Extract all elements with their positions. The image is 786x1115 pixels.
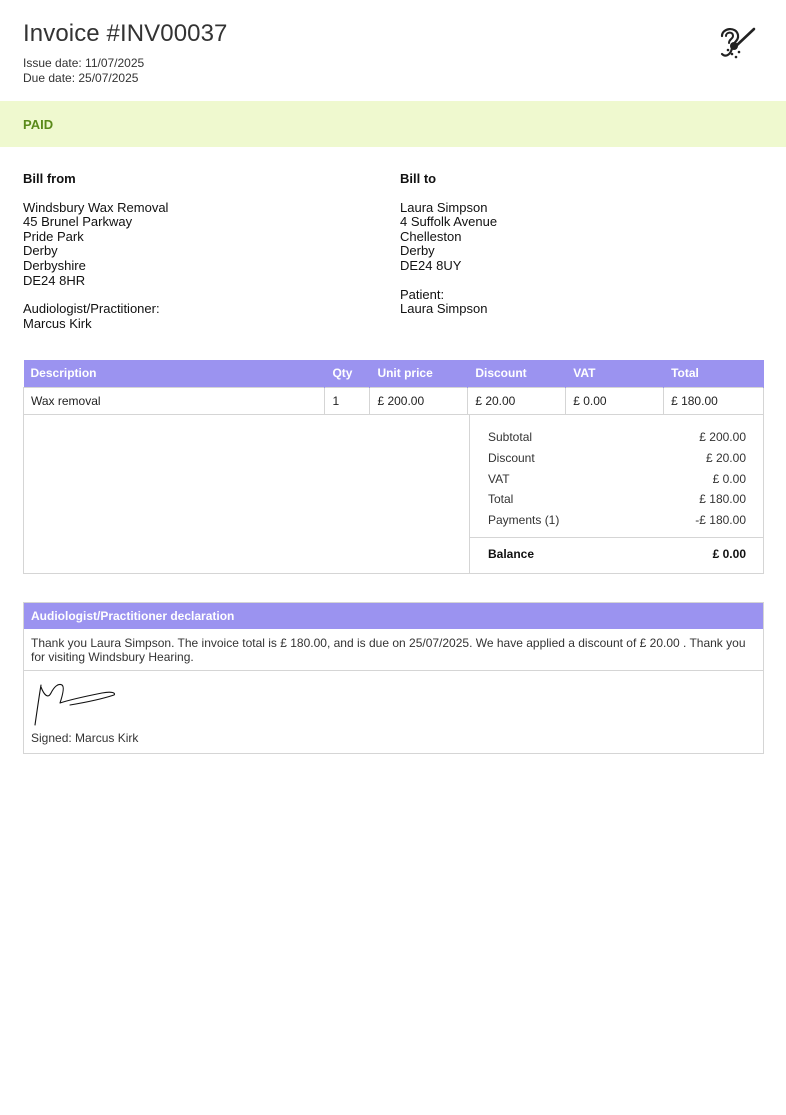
- summary-label: Discount: [488, 450, 535, 465]
- bill-from-line: 45 Brunel Parkway: [23, 214, 133, 230]
- bill-to-heading: Bill to: [400, 171, 437, 186]
- table-row: [24, 387, 764, 414]
- signed-by: Signed: Marcus Kirk: [31, 731, 139, 745]
- patient-name: Laura Simpson: [400, 301, 488, 317]
- bill-to-line: Derby: [400, 243, 435, 259]
- item-qty: 1: [325, 387, 370, 414]
- summary-row-payments: [488, 513, 746, 534]
- totals-panel: [469, 414, 764, 573]
- summary-row-subtotal: [488, 430, 746, 451]
- summary-divider: [470, 537, 764, 538]
- column-header-total: Total: [664, 360, 764, 387]
- practitioner-label: Audiologist/Practitioner:: [23, 301, 160, 317]
- table-header-row: [24, 360, 764, 387]
- column-header-discount: Discount: [468, 360, 566, 387]
- column-header-vat: VAT: [566, 360, 664, 387]
- totals-section: [23, 414, 764, 574]
- column-header-unit-price: Unit price: [370, 360, 468, 387]
- bill-from-section: [23, 172, 383, 331]
- balance-value: £ 0.00: [712, 547, 746, 561]
- bill-from-heading: Bill from: [23, 171, 76, 186]
- bill-to-section: [400, 172, 760, 317]
- summary-row-vat: [488, 472, 746, 493]
- due-date: Due date: 25/07/2025: [23, 71, 139, 85]
- bill-from-line: DE24 8HR: [23, 272, 86, 288]
- column-header-description: Description: [24, 360, 325, 387]
- bill-to-line: 4 Suffolk Avenue: [400, 214, 498, 230]
- summary-value: £ 20.00: [705, 450, 746, 465]
- summary-value: -£ 180.00: [695, 513, 746, 528]
- summary-row-discount: [488, 451, 746, 472]
- invoice-title: Invoice #INV00037: [23, 20, 228, 47]
- ear-wax-removal-icon: [714, 24, 756, 62]
- item-vat: £ 0.00: [566, 387, 664, 414]
- item-total: £ 180.00: [664, 387, 764, 414]
- signature-image: [32, 677, 122, 729]
- item-description: Wax removal: [24, 387, 325, 414]
- practitioner-declaration: [23, 602, 764, 754]
- invoice-header: [23, 20, 228, 86]
- issue-date: Issue date: 11/07/2025: [23, 56, 145, 70]
- summary-row-total: [488, 492, 746, 513]
- summary-label: VAT: [488, 471, 510, 486]
- balance-row: [488, 547, 746, 561]
- bill-from-line: Windsbury Wax Removal: [23, 199, 169, 215]
- bill-to-line: Chelleston: [400, 228, 462, 244]
- payment-status-banner: [0, 101, 786, 147]
- practitioner-name: Marcus Kirk: [23, 315, 92, 331]
- line-items-table: [23, 360, 764, 415]
- summary-label: Payments (1): [488, 513, 560, 528]
- summary-label: Total: [488, 492, 514, 507]
- declaration-heading: Audiologist/Practitioner declaration: [24, 603, 763, 629]
- status-badge: PAID: [23, 117, 54, 132]
- summary-value: £ 180.00: [699, 492, 746, 507]
- column-header-qty: Qty: [325, 360, 370, 387]
- summary-label: Subtotal: [488, 430, 533, 444]
- summary-value: £ 0.00: [712, 471, 746, 486]
- summary-value: £ 200.00: [699, 430, 746, 444]
- bill-from-line: Derby: [23, 243, 58, 259]
- item-discount: £ 20.00: [468, 387, 566, 414]
- balance-label: Balance: [488, 547, 535, 561]
- patient-label: Patient:: [400, 286, 445, 302]
- signature-area: [24, 671, 763, 753]
- declaration-text: Thank you Laura Simpson. The invoice total is £ 180.00, and is due on 25/07/2025. We have applied a discount of £ 20.00 . Thank you for visiting Windsbury Hearing.: [24, 629, 763, 671]
- bill-to-line: DE24 8UY: [400, 257, 462, 273]
- invoice-dates: [23, 56, 228, 86]
- item-unit-price: £ 200.00: [370, 387, 468, 414]
- bill-from-line: Derbyshire: [23, 257, 86, 273]
- bill-from-line: Pride Park: [23, 228, 84, 244]
- bill-to-line: Laura Simpson: [400, 199, 488, 215]
